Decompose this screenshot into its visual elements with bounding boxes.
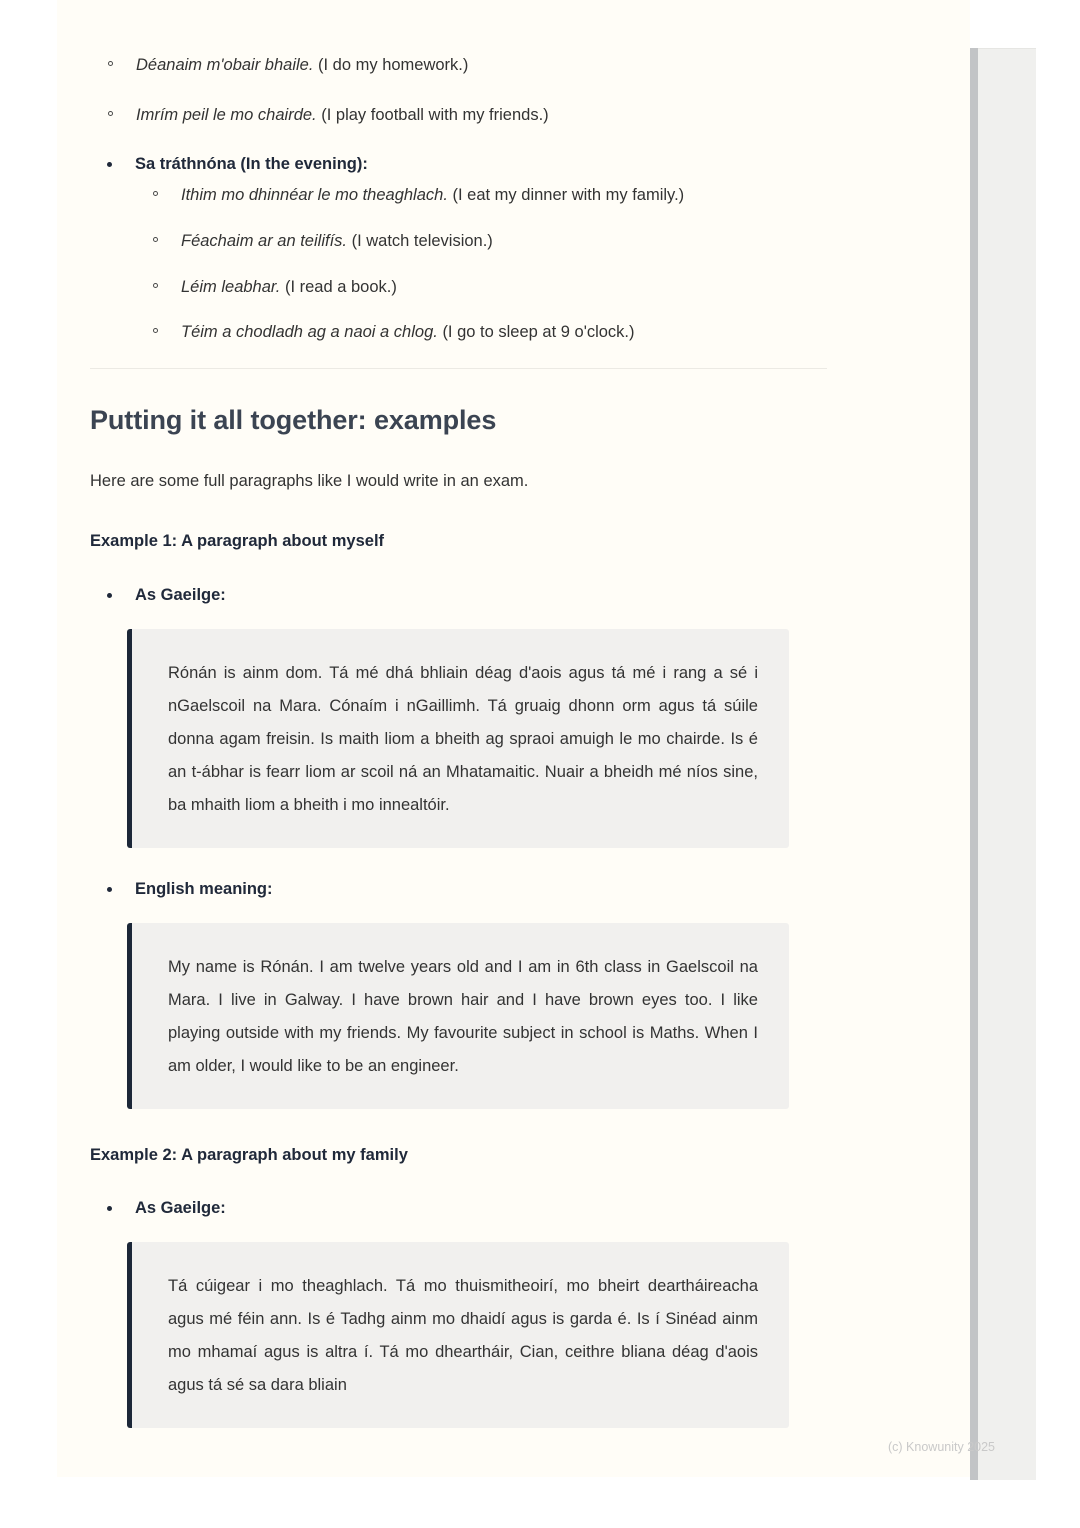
example-1-english-quote [127, 923, 789, 1109]
section-heading: Putting it all together: examples [90, 405, 497, 436]
list-item [147, 182, 850, 209]
phrase-irish: Léim leabhar. [181, 277, 281, 296]
page-right-gutter [978, 48, 1036, 1480]
phrase-irish: Féachaim ar an teilifís. [181, 231, 347, 250]
list-item [102, 102, 850, 129]
phrase-irish: Déanaim m'obair bhaile. [136, 56, 314, 74]
phrase-irish: Imrím peil le mo chairde. [136, 105, 317, 124]
phrase-english: (I watch television.) [351, 231, 493, 250]
example-1-heading: Example 1: A paragraph about myself [90, 531, 385, 550]
list-item [147, 319, 850, 346]
list-item [102, 52, 850, 79]
as-gaeilge-label: As Gaeilge: [135, 586, 226, 605]
list-item-english-meaning [102, 876, 850, 903]
section-intro-text: Here are some full paragraphs like I would write in an exam. [90, 471, 529, 490]
daily-routine-afternoon-list [90, 0, 850, 128]
list-item [147, 228, 850, 255]
quote-text: Rónán is ainm dom. Tá mé dhá bhliain déag d'aois agus tá mé i rang a sé i nGaelscoil na Mara. Cónaím i nGaillimh. Tá gruaig dhonn orm agus tá súile donna agam freisin. Is maith liom a bheith ag spraoi amuigh le mo chairde. Is é an t-ábhar is fearr liom ar scoil ná an Mhatamaitic. Nuair a bheidh mé níos sine, ba mhaith liom a bheith i mo innealtóir. [168, 663, 758, 814]
list-item [147, 274, 850, 301]
vertical-scrollbar[interactable] [970, 48, 978, 1480]
example-1-irish-label-list [90, 582, 850, 609]
phrase-irish: Téim a chodladh ag a naoi a chlog. [181, 323, 438, 342]
english-meaning-label: English meaning: [135, 879, 273, 898]
example-2-irish-label-list [90, 1195, 850, 1222]
list-item-as-gaeilge [102, 582, 850, 609]
example-2-irish-quote [127, 1242, 789, 1428]
quote-text: My name is Rónán. I am twelve years old and I am in 6th class in Gaelscoil na Mara. I live in Galway. I have brown hair and I have brown eyes too. I like playing outside with my friends. My favourite subject in school is Maths. When I am older, I would like to be an engineer. [168, 957, 758, 1075]
phrase-english: (I eat my dinner with my family.) [452, 186, 685, 205]
section-divider [90, 368, 827, 369]
list-item-as-gaeilge [102, 1195, 850, 1222]
as-gaeilge-label: As Gaeilge: [135, 1199, 226, 1218]
phrase-english: (I do my homework.) [318, 56, 469, 74]
evening-phrase-list [135, 182, 850, 346]
evening-section-list [90, 151, 850, 346]
phrase-english: (I read a book.) [284, 277, 397, 296]
evening-heading-label: Sa tráthnóna (In the evening): [135, 155, 368, 174]
copyright-watermark: (c) Knowunity 2025 [888, 1440, 996, 1454]
list-item-evening-heading [102, 151, 850, 346]
quote-text: Tá cúigear i mo theaghlach. Tá mo thuismitheoirí, mo bheirt deartháireacha agus mé féin ann. Is é Tadhg ainm mo dhaidí agus is garda é. Is í Sinéad ainm mo mhamaí agus is altra í. Tá mo dheartháir, Cian, ceithre bliana déag d'aois agus tá sé sa dara bliain [168, 1277, 758, 1395]
example-1-english-label-list [90, 876, 850, 903]
phrase-irish: Ithim mo dhinnéar le mo theaghlach. [181, 186, 448, 205]
example-2-heading: Example 2: A paragraph about my family [90, 1145, 408, 1164]
document-page [57, 0, 970, 1477]
document-content [90, 0, 850, 1428]
phrase-english: (I go to sleep at 9 o'clock.) [442, 323, 635, 342]
phrase-english: (I play football with my friends.) [321, 105, 549, 124]
example-1-irish-quote [127, 629, 789, 848]
